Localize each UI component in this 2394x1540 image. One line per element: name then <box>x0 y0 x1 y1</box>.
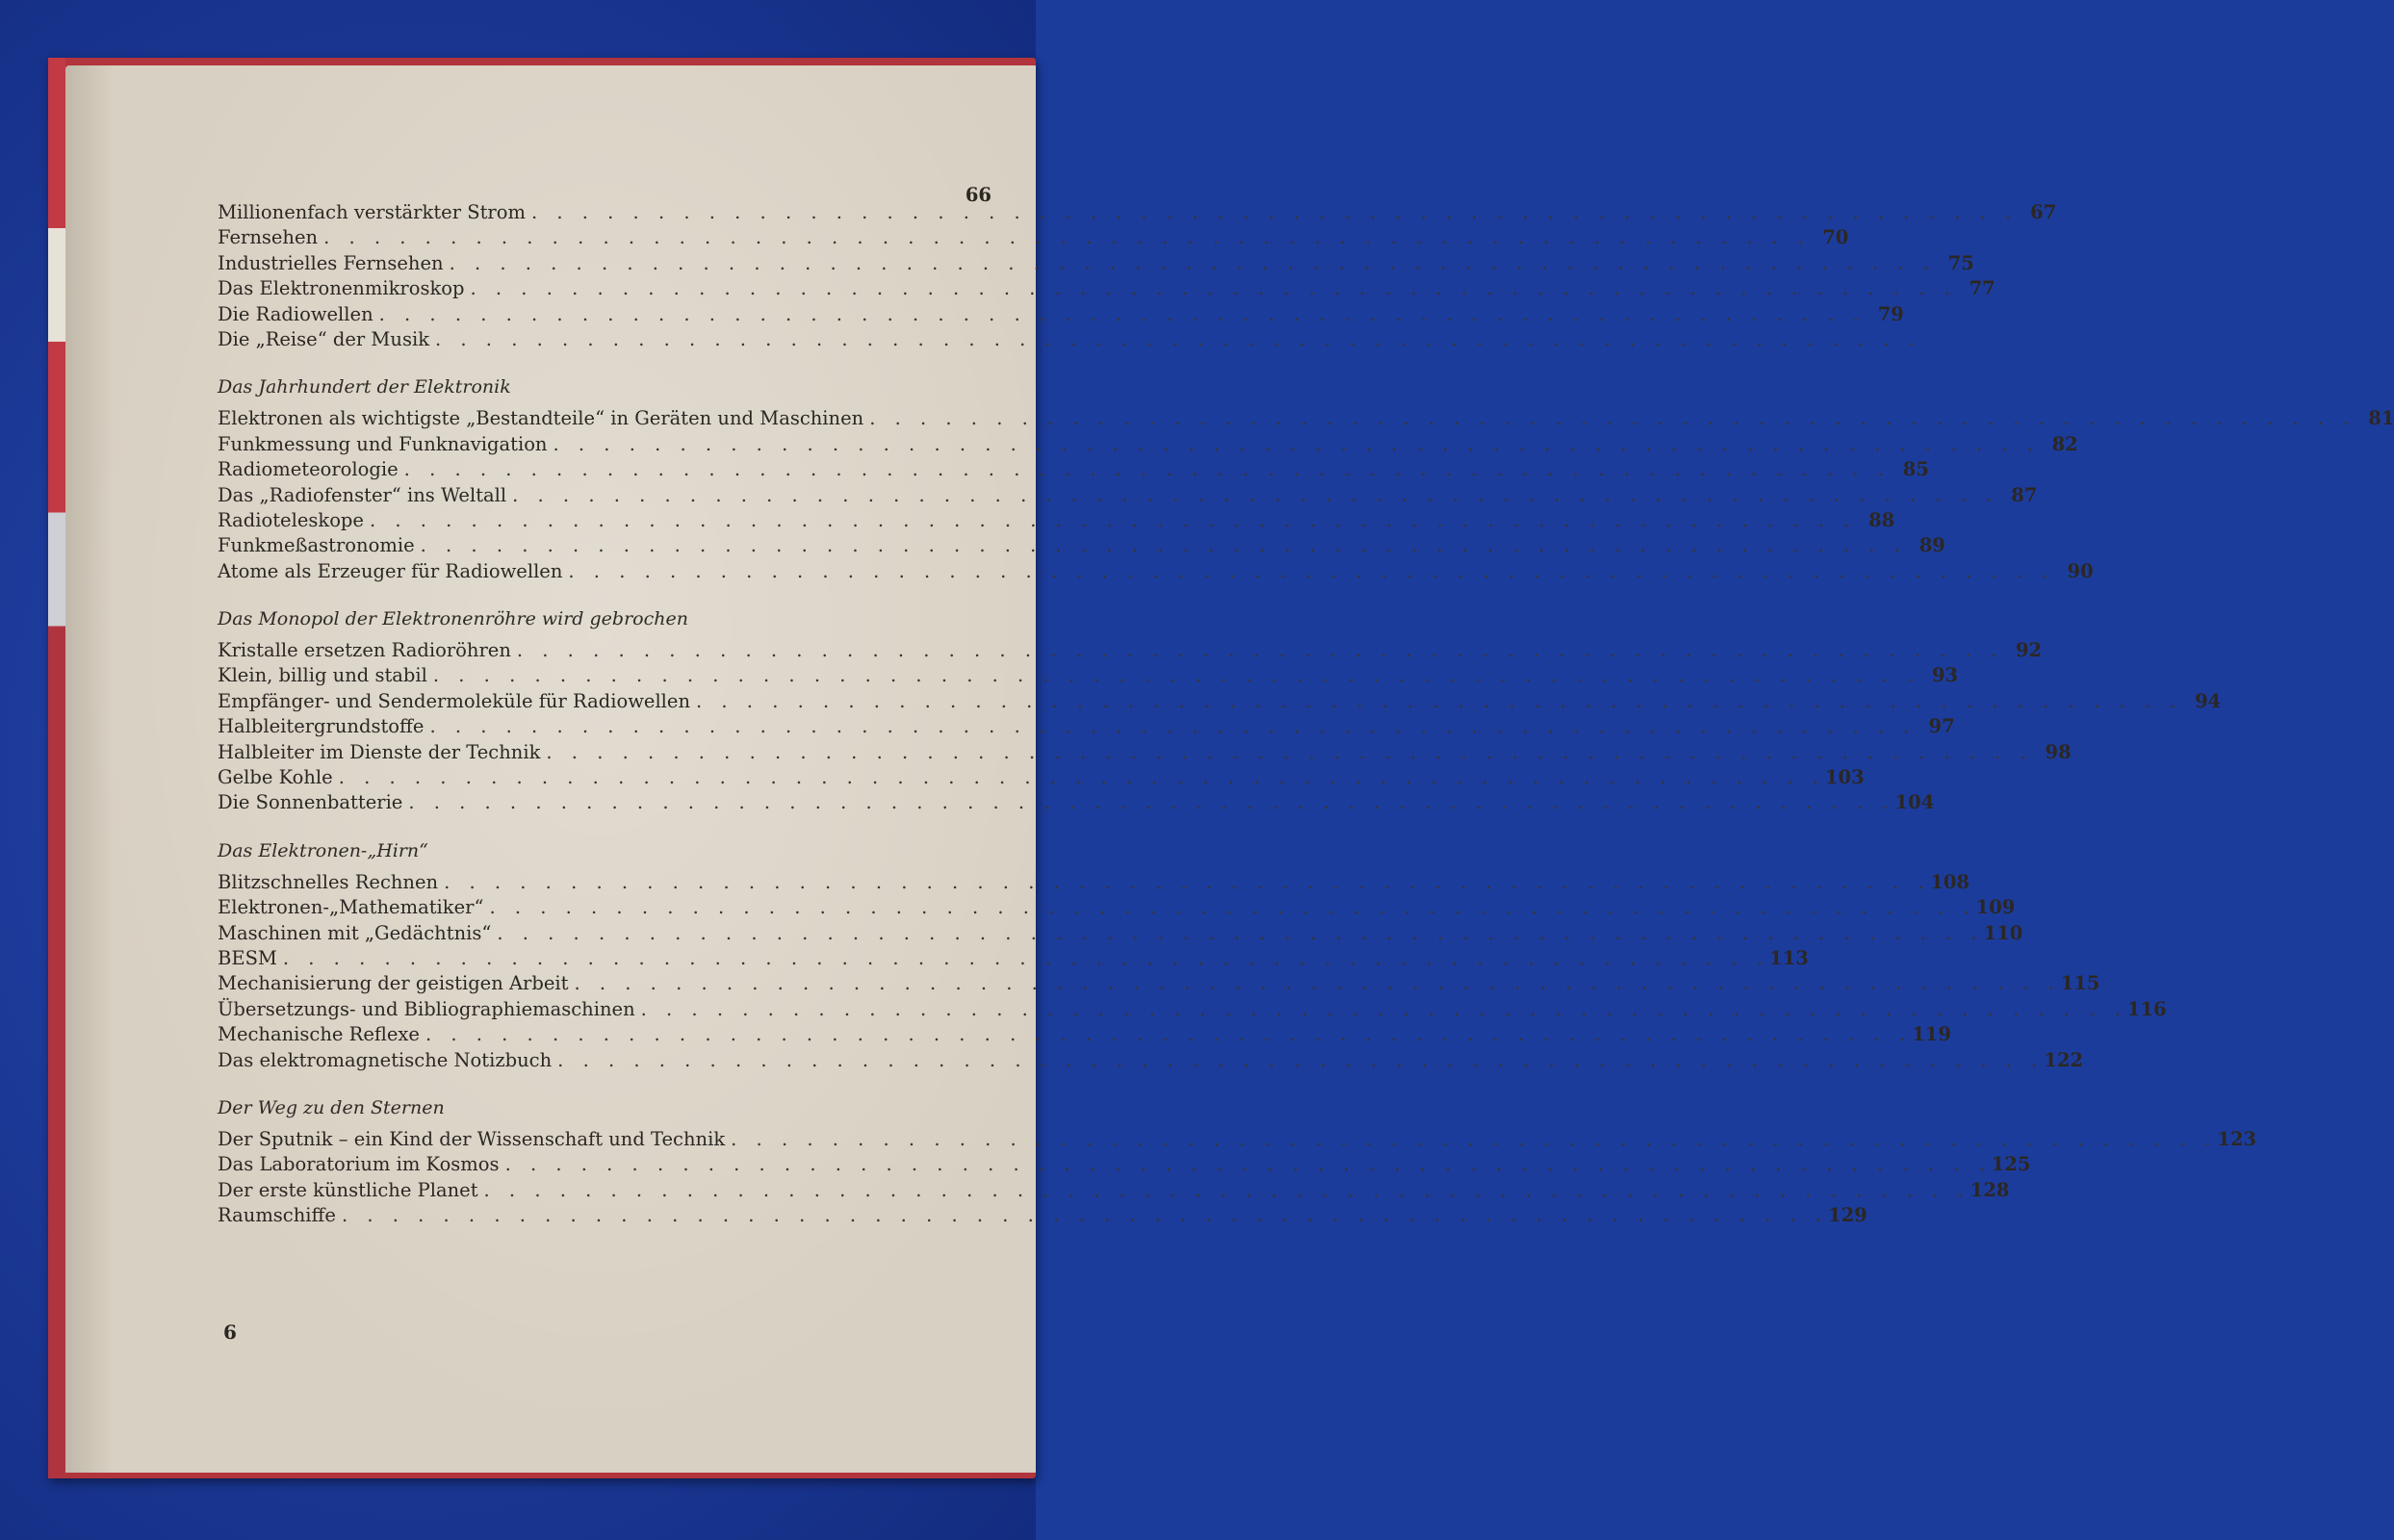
dot-leader: . . . . . . . . . . . . . . . . . . . . . . . . . . . . . . . . . . . . . . . . . . . . . . . . . . . . . . . . . . . <box>530 201 2019 223</box>
dot-leader: . . . . . . . . . . . . . . . . . . . . . . . . . . . . . . . . . . . . . . . . . . . . . . . . . . . . . . . . . . . <box>574 972 2061 995</box>
dot-leader: . . . . . . . . . . . . . . . . . . . . . . . . . . . . . . . . . . . . . . . . . . . . . . . . . . . . . . . . . . . <box>449 251 1936 274</box>
toc-entry <box>218 689 2222 714</box>
entry-page-number: 113 <box>1769 946 1809 969</box>
entry-title: Blitzschnelles Rechnen <box>218 870 439 893</box>
entry-title: Die Radiowellen <box>218 302 373 325</box>
entry-page-number: 97 <box>1928 715 1955 738</box>
entry-page-number: 85 <box>1902 458 1929 481</box>
dot-leader: . . . . . . . . . . . . . . . . . . . . . . . . . . . . . . . . . . . . . . . . . . . . . . . . . . . . . . . . . . . <box>553 432 2040 455</box>
entry-page-number: 98 <box>2045 740 2072 763</box>
entry-title: Gelbe Kohle <box>218 766 333 789</box>
entry-title: Elektronen als wichtigste „Bestandteile“ in Geräten und Maschinen <box>218 407 864 430</box>
entry-title: BESM <box>218 946 277 969</box>
toc-entry <box>218 790 1935 815</box>
toc-entry <box>218 406 2394 431</box>
toc-entry <box>218 251 1974 276</box>
entry-page-number: 93 <box>1931 664 1959 687</box>
toc-sections <box>218 200 2394 1229</box>
toc-section <box>218 375 2394 584</box>
dot-leader: . . . . . . . . . . . . . . . . . . . . . . . . . . . . . . . . . . . . . . . . . . . . . . . . . . . . . . . . . . . <box>378 302 1866 325</box>
dot-leader: . . . . . . . . . . . . . . . . . . . . . . . . . . . . . . . . . . . . . . . . . . . . . . . . . . . . . . . . . . . <box>731 1127 2218 1150</box>
toc-entry <box>218 740 2072 765</box>
entry-page-number: 70 <box>1822 226 1849 249</box>
dot-leader: . . . . . . . . . . . . . . . . . . . . . . . . . . . . . . . . . . . . . . . . . . . . . . . . . . . . . . . . . . . <box>512 483 1999 506</box>
dot-leader: . . . . . . . . . . . . . . . . . . . . . . . . . . . . . . . . . . . . . . . . . . . . . . . . . . . . . . . . . . . <box>516 639 2004 662</box>
entry-page-number: 89 <box>1918 534 1945 557</box>
dot-leader: . . . . . . . . . . . . . . . . . . . . . . . . . . . . . . . . . . . . . . . . . . . . . . . . . . . . . . . . . . . <box>483 1178 1970 1201</box>
dot-leader: . . . . . . . . . . . . . . . . . . . . . . . . . . . . . . . . . . . . . . . . . . . . . . . . . . . . . . . . . . . <box>489 896 1976 919</box>
entry-page-number: 122 <box>2044 1048 2084 1071</box>
entry-page-number: 103 <box>1824 766 1865 789</box>
toc-entry <box>218 1022 1951 1047</box>
section-heading: Der Weg zu den Sternen <box>218 1096 445 1118</box>
entry-page-number: 94 <box>2195 689 2222 712</box>
entry-page-number: 67 <box>2030 201 2057 223</box>
entry-title: Die „Reise“ der Musik <box>218 327 430 350</box>
toc-entry <box>218 1048 2084 1073</box>
entry-page-number: 128 <box>1969 1178 2010 1201</box>
toc-entry <box>218 276 1995 301</box>
toc-entry <box>218 946 1809 971</box>
entry-title: Der erste künstliche Planet <box>218 1178 478 1201</box>
dot-leader: . . . . . . . . . . . . . . . . . . . . . . . . . . . . . . . . . . . . . . . . . . . . . . . . . . . . . . . . . . . <box>435 327 1922 350</box>
toc-entry <box>218 302 1904 327</box>
entry-page-number: 87 <box>2011 483 2038 506</box>
entry-title: Elektronen-„Mathematiker“ <box>218 896 484 919</box>
entry-page-number: 116 <box>2126 997 2167 1020</box>
toc-entry <box>218 921 2023 946</box>
entry-page-number: 77 <box>1969 277 1995 300</box>
entry-title: Das Elektronenmikroskop <box>218 277 465 300</box>
entry-title: Die Sonnenbatterie <box>218 791 403 814</box>
toc-section <box>218 200 2057 352</box>
entry-title: Industrielles Fernsehen <box>218 251 444 274</box>
dot-leader: . . . . . . . . . . . . . . . . . . . . . . . . . . . . . . . . . . . . . . . . . . . . . . . . . . . . . . . . . . . <box>429 715 1917 738</box>
entry-title: Klein, billig und stabil <box>218 664 427 687</box>
entry-page-number: 104 <box>1894 791 1935 814</box>
entry-page-number: 125 <box>1991 1153 2031 1176</box>
entry-page-number: 82 <box>2051 432 2078 455</box>
book-spine <box>48 58 65 1478</box>
dot-leader: . . . . . . . . . . . . . . . . . . . . . . . . . . . . . . . . . . . . . . . . . . . . . . . . . . . . . . . . . . . <box>696 689 2183 712</box>
entry-title: Übersetzungs- und Bibliographiemaschinen <box>218 997 635 1020</box>
toc-section <box>218 839 2167 1073</box>
toc-entry <box>218 1203 1867 1228</box>
dot-leader: . . . . . . . . . . . . . . . . . . . . . . . . . . . . . . . . . . . . . . . . . . . . . . . . . . . . . . . . . . . <box>557 1048 2045 1071</box>
table-of-contents <box>218 184 2394 1229</box>
entry-page-number: 115 <box>2060 972 2100 995</box>
entry-page-number: 88 <box>1868 508 1895 531</box>
dot-leader: . . . . . . . . . . . . . . . . . . . . . . . . . . . . . . . . . . . . . . . . . . . . . . . . . . . . . . . . . . . <box>497 921 1984 944</box>
toc-entry <box>218 508 1895 533</box>
dot-leader: . . . . . . . . . . . . . . . . . . . . . . . . . . . . . . . . . . . . . . . . . . . . . . . . . . . . . . . . . . . <box>432 664 1920 687</box>
entry-page-number: 75 <box>1947 251 1974 274</box>
entry-title: Atome als Erzeuger für Radiowellen <box>218 559 563 582</box>
entry-page-number: 119 <box>1912 1023 1951 1046</box>
entry-title: Mechanisierung der geistigen Arbeit <box>218 972 569 995</box>
toc-entry <box>218 225 1849 250</box>
toc-section <box>218 1096 2257 1229</box>
dot-leader: . . . . . . . . . . . . . . . . . . . . . . . . . . . . . . . . . . . . . . . . . . . . . . . . . . . . . . . . . . . <box>640 997 2127 1020</box>
page-folio: 6 <box>223 1321 237 1344</box>
entry-title: Radioteleskope <box>218 508 364 531</box>
toc-entry <box>218 870 1970 895</box>
dot-leader: . . . . . . . . . . . . . . . . . . . . . . . . . . . . . . . . . . . . . . . . . . . . . . . . . . . . . . . . . . . <box>282 946 1770 969</box>
toc-top-page-number: 66 <box>965 184 991 206</box>
entry-title: Halbleiter im Dienste der Technik <box>218 740 541 763</box>
dot-leader: . . . . . . . . . . . . . . . . . . . . . . . . . . . . . . . . . . . . . . . . . . . . . . . . . . . . . . . . . . . <box>408 791 1895 814</box>
entry-title: Raumschiffe <box>218 1204 336 1227</box>
entry-title: Funkmessung und Funknavigation <box>218 432 548 455</box>
toc-section <box>218 607 2222 816</box>
dot-leader: . . . . . . . . . . . . . . . . . . . . . . . . . . . . . . . . . . . . . . . . . . . . . . . . . . . . . . . . . . . <box>338 766 1825 789</box>
toc-entry <box>218 714 1955 739</box>
entry-page-number: 110 <box>1983 921 2023 944</box>
entry-title: Maschinen mit „Gedächtnis“ <box>218 921 492 944</box>
toc-entry <box>218 765 1865 790</box>
entry-title: Fernsehen <box>218 226 319 249</box>
toc-entry <box>218 200 2057 225</box>
toc-entry <box>218 327 1922 352</box>
toc-entry <box>218 432 2078 457</box>
dot-leader: . . . . . . . . . . . . . . . . . . . . . . . . . . . . . . . . . . . . . . . . . . . . . . . . . . . . . . . . . . . <box>425 1023 1913 1046</box>
dot-leader: . . . . . . . . . . . . . . . . . . . . . . . . . . . . . . . . . . . . . . . . . . . . . . . . . . . . . . . . . . . <box>444 870 1931 893</box>
entry-title: Der Sputnik – ein Kind der Wissenschaft und Technik <box>218 1127 726 1150</box>
entry-title: Funkmeßastronomie <box>218 534 415 557</box>
dot-leader: . . . . . . . . . . . . . . . . . . . . . . . . . . . . . . . . . . . . . . . . . . . . . . . . . . . . . . . . . . . <box>420 534 1907 557</box>
toc-entry <box>218 559 2094 584</box>
section-heading: Das Jahrhundert der Elektronik <box>218 376 511 398</box>
toc-entry <box>218 638 2043 663</box>
entry-title: Mechanische Reflexe <box>218 1023 420 1046</box>
toc-entry <box>218 997 2167 1022</box>
toc-entry <box>218 483 2038 508</box>
dot-leader: . . . . . . . . . . . . . . . . . . . . . . . . . . . . . . . . . . . . . . . . . . . . . . . . . . . . . . . . . . . <box>341 1204 1829 1227</box>
entry-title: Kristalle ersetzen Radioröhren <box>218 639 511 662</box>
toc-entry <box>218 1127 2257 1152</box>
toc-entry <box>218 663 1959 688</box>
entry-title: Das Laboratorium im Kosmos <box>218 1153 500 1176</box>
dot-leader: . . . . . . . . . . . . . . . . . . . . . . . . . . . . . . . . . . . . . . . . . . . . . . . . . . . . . . . . . . . <box>323 226 1811 249</box>
entry-page-number: 129 <box>1828 1204 1867 1227</box>
entry-title: Halbleitergrundstoffe <box>218 715 425 738</box>
entry-page-number: 92 <box>2015 639 2043 662</box>
section-heading: Das Elektronen-„Hirn“ <box>218 839 428 861</box>
entry-title: Millionenfach verstärkter Strom <box>218 201 526 223</box>
dot-leader: . . . . . . . . . . . . . . . . . . . . . . . . . . . . . . . . . . . . . . . . . . . . . . . . . . . . . . . . . . . <box>403 458 1891 481</box>
toc-entry <box>218 457 1929 482</box>
section-heading: Das Monopol der Elektronenröhre wird gebrochen <box>218 608 688 630</box>
dot-leader: . . . . . . . . . . . . . . . . . . . . . . . . . . . . . . . . . . . . . . . . . . . . . . . . . . . . . . . . . . . <box>470 277 1957 300</box>
entry-page-number: 81 <box>2368 407 2394 430</box>
dot-leader: . . . . . . . . . . . . . . . . . . . . . . . . . . . . . . . . . . . . . . . . . . . . . . . . . . . . . . . . . . . <box>568 559 2055 582</box>
dot-leader: . . . . . . . . . . . . . . . . . . . . . . . . . . . . . . . . . . . . . . . . . . . . . . . . . . . . . . . . . . . <box>869 407 2356 430</box>
dot-leader: . . . . . . . . . . . . . . . . . . . . . . . . . . . . . . . . . . . . . . . . . . . . . . . . . . . . . . . . . . . <box>546 740 2033 763</box>
toc-entry <box>218 895 2016 920</box>
dot-leader: . . . . . . . . . . . . . . . . . . . . . . . . . . . . . . . . . . . . . . . . . . . . . . . . . . . . . . . . . . . <box>369 508 1857 531</box>
toc-entry <box>218 1152 2031 1177</box>
entry-page-number: 109 <box>1975 896 2016 919</box>
entry-page-number: 108 <box>1930 870 1970 893</box>
entry-title: Das „Radiofenster“ ins Weltall <box>218 483 507 506</box>
toc-entry <box>218 533 1945 558</box>
entry-title: Das elektromagnetische Notizbuch <box>218 1048 553 1071</box>
dot-leader: . . . . . . . . . . . . . . . . . . . . . . . . . . . . . . . . . . . . . . . . . . . . . . . . . . . . . . . . . . . <box>504 1153 1992 1176</box>
entry-page-number: 90 <box>2067 559 2094 582</box>
entry-title: Empfänger- und Sendermoleküle für Radiowellen <box>218 689 691 712</box>
entry-page-number: 79 <box>1877 302 1904 325</box>
entry-page-number: 123 <box>2217 1127 2257 1150</box>
toc-entry <box>218 971 2100 996</box>
toc-entry <box>218 1178 2010 1203</box>
entry-title: Radiometeorologie <box>218 458 399 481</box>
